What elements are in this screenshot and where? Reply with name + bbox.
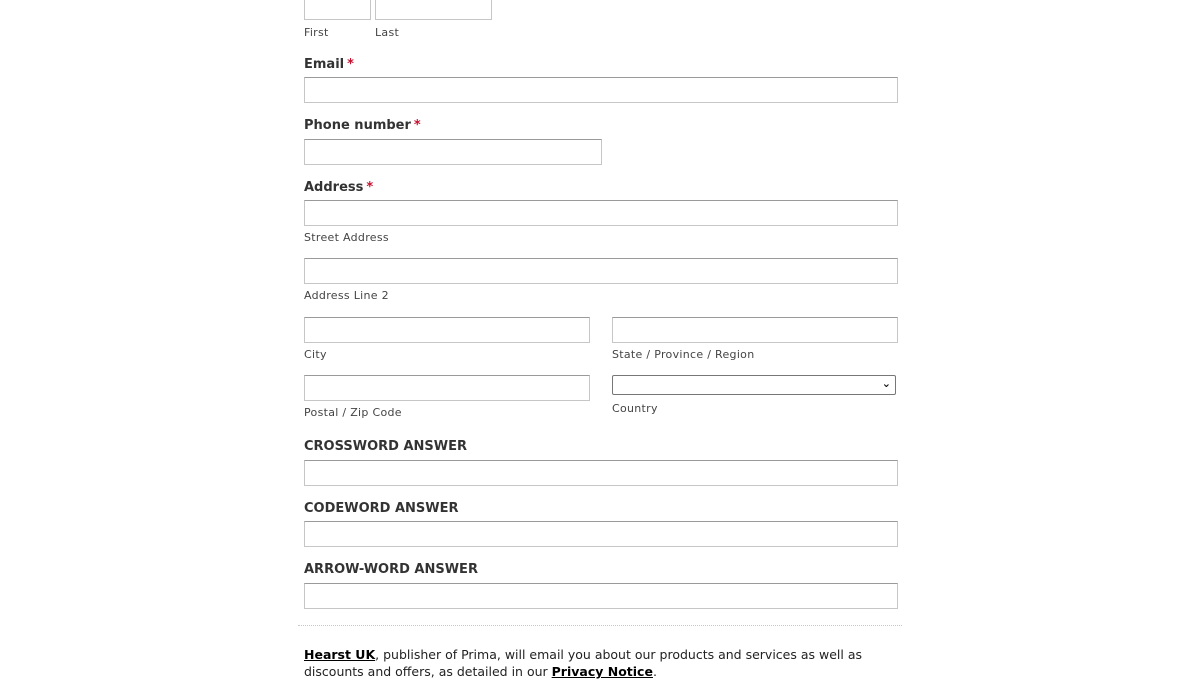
arrowword-answer-input[interactable] xyxy=(304,583,898,609)
street-address-sublabel: Street Address xyxy=(304,231,389,244)
city-sublabel: City xyxy=(304,348,327,361)
address-line2-input[interactable] xyxy=(304,258,898,284)
state-input[interactable] xyxy=(612,317,898,343)
hearst-uk-link[interactable]: Hearst UK xyxy=(304,647,376,662)
codeword-answer-input[interactable] xyxy=(304,521,898,547)
crossword-answer-input[interactable] xyxy=(304,460,898,486)
state-sublabel: State / Province / Region xyxy=(612,348,755,361)
country-select[interactable] xyxy=(612,375,896,395)
first-name-input[interactable] xyxy=(304,0,371,20)
last-name-sublabel: Last xyxy=(375,26,400,39)
chevron-down-icon: ⌄ xyxy=(881,377,891,390)
first-name-sublabel: First xyxy=(304,26,329,39)
notice-text-2: . xyxy=(652,664,657,679)
crossword-label: CROSSWORD ANSWER xyxy=(304,439,467,454)
address-line2-sublabel: Address Line 2 xyxy=(304,289,389,302)
phone-label xyxy=(304,118,421,133)
country-sublabel: Country xyxy=(612,402,658,415)
postal-code-input[interactable] xyxy=(304,375,590,401)
street-address-input[interactable] xyxy=(304,200,898,226)
phone-label-text: Phone number xyxy=(304,118,411,133)
address-required-marker: * xyxy=(366,180,374,195)
address-label-text: Address xyxy=(304,180,364,195)
city-input[interactable] xyxy=(304,317,590,343)
email-label xyxy=(304,57,354,72)
email-label-text: Email xyxy=(304,57,345,72)
email-required-marker: * xyxy=(347,57,354,72)
codeword-label: CODEWORD ANSWER xyxy=(304,501,459,516)
email-input[interactable] xyxy=(304,77,898,103)
section-divider xyxy=(298,625,902,626)
postal-code-sublabel: Postal / Zip Code xyxy=(304,406,402,419)
last-name-input[interactable] xyxy=(375,0,492,20)
phone-required-marker: * xyxy=(413,118,421,133)
phone-input[interactable] xyxy=(304,139,602,165)
notice-text-1: , publisher of Prima, will email you about our products and services as well as discounts and offers, as detailed in our xyxy=(304,647,863,679)
arrowword-label: ARROW-WORD ANSWER xyxy=(304,562,478,577)
privacy-notice-link[interactable]: Privacy Notice xyxy=(551,664,653,679)
address-label xyxy=(304,180,373,195)
